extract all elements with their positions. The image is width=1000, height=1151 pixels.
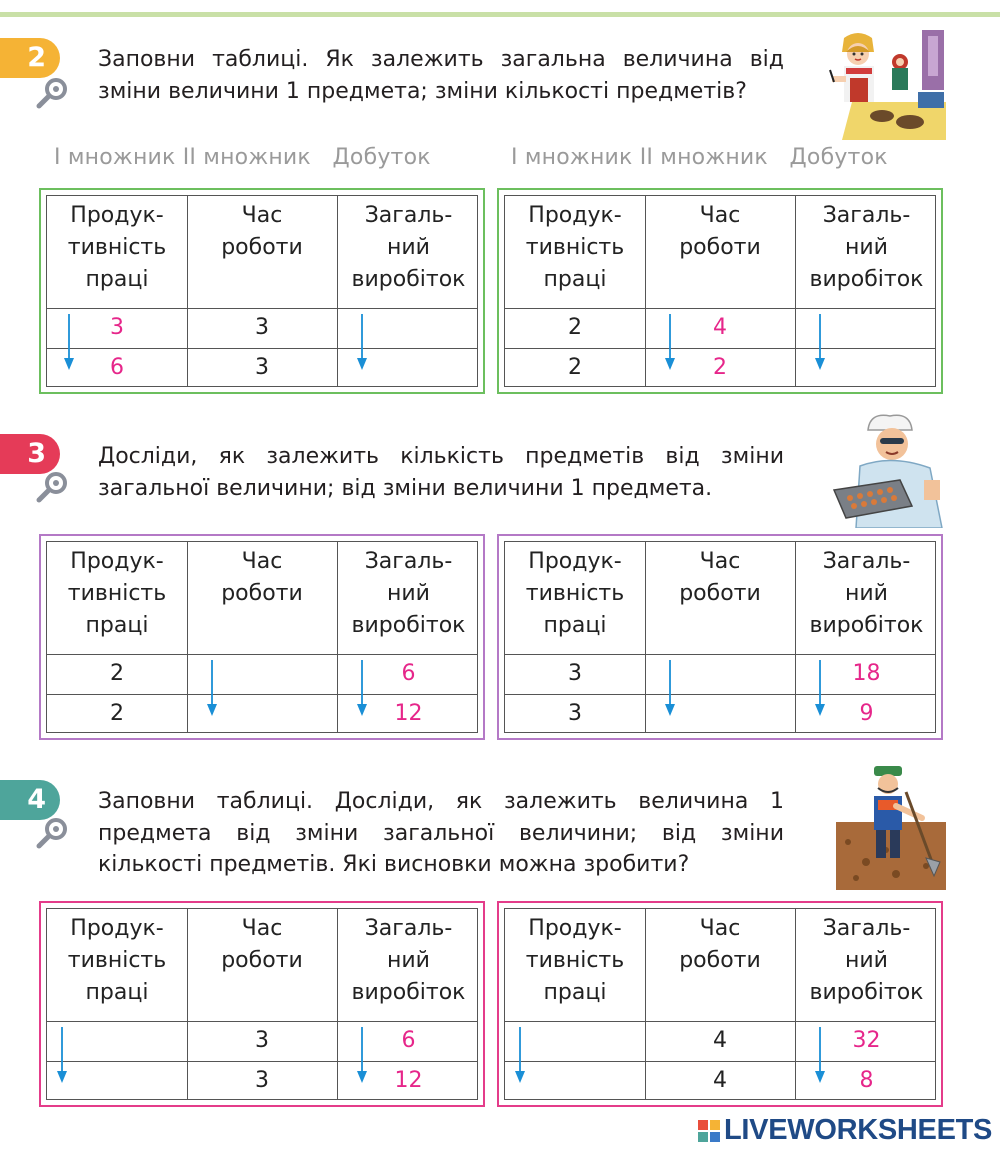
cell-value: 2 xyxy=(568,315,582,340)
cell-value: 3 xyxy=(568,661,582,686)
table-3-right xyxy=(497,534,943,740)
table-4-right xyxy=(497,901,943,1107)
header-productivity: Продук- тивність праці xyxy=(67,549,167,638)
cell-value: 2 xyxy=(110,701,124,726)
cell-value: 3 xyxy=(255,315,269,340)
down-arrow-icon xyxy=(205,660,219,720)
task-number: 2 xyxy=(27,42,46,73)
farmer-illustration xyxy=(836,762,946,890)
cell-value: 3 xyxy=(568,701,582,726)
cell-value: 4 xyxy=(713,1068,727,1093)
top-divider xyxy=(0,12,1000,17)
task-3-number-tab xyxy=(0,434,60,474)
cell-given: 32 xyxy=(852,1028,881,1053)
task-2-number-tab xyxy=(0,38,60,78)
down-arrow-icon xyxy=(355,314,369,374)
cell-value: 2 xyxy=(110,661,124,686)
craftswoman-illustration xyxy=(822,30,946,142)
down-arrow-icon xyxy=(813,1027,827,1087)
down-arrow-icon xyxy=(355,660,369,720)
table-3-left xyxy=(39,534,485,740)
table-2-right xyxy=(497,188,943,394)
baker-illustration xyxy=(830,410,948,528)
task-number: 3 xyxy=(27,438,46,469)
down-arrow-icon xyxy=(663,660,677,720)
down-arrow-icon xyxy=(663,314,677,374)
down-arrow-icon xyxy=(55,1027,69,1087)
task-2-text: Заповни таблиці. Як залежить загальна величина від зміни величини 1 предмета; зміни кількості предметів? xyxy=(98,47,784,104)
header-productivity: Продук- тивність праці xyxy=(525,549,625,638)
header-total-output: Загаль- ний виробіток xyxy=(809,916,924,1005)
cell-value: 3 xyxy=(255,1028,269,1053)
logo-icon xyxy=(698,1120,720,1142)
header-productivity: Продук- тивність праці xyxy=(525,203,625,292)
cell-given: 6 xyxy=(110,355,124,380)
header-total-output: Загаль- ний виробіток xyxy=(809,549,924,638)
cell-value: 3 xyxy=(255,355,269,380)
task-3-text: Досліди, як залежить кількість предметів від зміни загальної величини; від зміни величини 1 предмета. xyxy=(98,444,784,501)
factor-title-2: I множник II множник Добуток xyxy=(511,145,888,170)
cell-given: 18 xyxy=(852,661,881,686)
factor-title-1: I множник II множник Добуток xyxy=(54,145,431,170)
brand-name: LIVEWORKSHEETS xyxy=(724,1114,993,1146)
cell-given: 2 xyxy=(713,355,727,380)
down-arrow-icon xyxy=(62,314,76,374)
cell-given: 3 xyxy=(110,315,124,340)
task-number: 4 xyxy=(27,784,46,815)
header-total-output: Загаль- ний виробіток xyxy=(351,549,466,638)
header-productivity: Продук- тивність праці xyxy=(67,916,167,1005)
task-4-number-tab xyxy=(0,780,60,820)
header-time: Час роботи xyxy=(221,916,303,973)
table-2-left xyxy=(39,188,485,394)
header-time: Час роботи xyxy=(679,916,761,973)
header-time: Час роботи xyxy=(221,549,303,606)
cell-given: 4 xyxy=(713,315,727,340)
header-time: Час роботи xyxy=(679,549,761,606)
cell-given: 12 xyxy=(394,701,423,726)
header-total-output: Загаль- ний виробіток xyxy=(351,203,466,292)
task-4-text: Заповни таблиці. Досліди, як залежить величина 1 предмета від зміни загальної величини; від зміни кількості предметів. Які висновки можна зробити? xyxy=(98,789,784,877)
magnifier-icon xyxy=(35,470,69,504)
cell-given: 6 xyxy=(401,661,416,686)
header-productivity: Продук- тивність праці xyxy=(67,203,167,292)
cell-given: 12 xyxy=(394,1068,423,1093)
cell-value: 3 xyxy=(255,1068,269,1093)
down-arrow-icon xyxy=(355,1027,369,1087)
down-arrow-icon xyxy=(813,314,827,374)
cell-given: 6 xyxy=(401,1028,416,1053)
down-arrow-icon xyxy=(513,1027,527,1087)
header-productivity: Продук- тивність праці xyxy=(525,916,625,1005)
cell-given: 8 xyxy=(859,1068,874,1093)
table-4-left xyxy=(39,901,485,1107)
magnifier-icon xyxy=(35,816,69,850)
magnifier-icon xyxy=(35,76,69,110)
header-time: Час роботи xyxy=(679,203,761,260)
header-total-output: Загаль- ний виробіток xyxy=(809,203,924,292)
header-time: Час роботи xyxy=(221,203,303,260)
header-total-output: Загаль- ний виробіток xyxy=(351,916,466,1005)
cell-given: 9 xyxy=(859,701,874,726)
cell-value: 4 xyxy=(713,1028,727,1053)
down-arrow-icon xyxy=(813,660,827,720)
cell-value: 2 xyxy=(568,355,582,380)
